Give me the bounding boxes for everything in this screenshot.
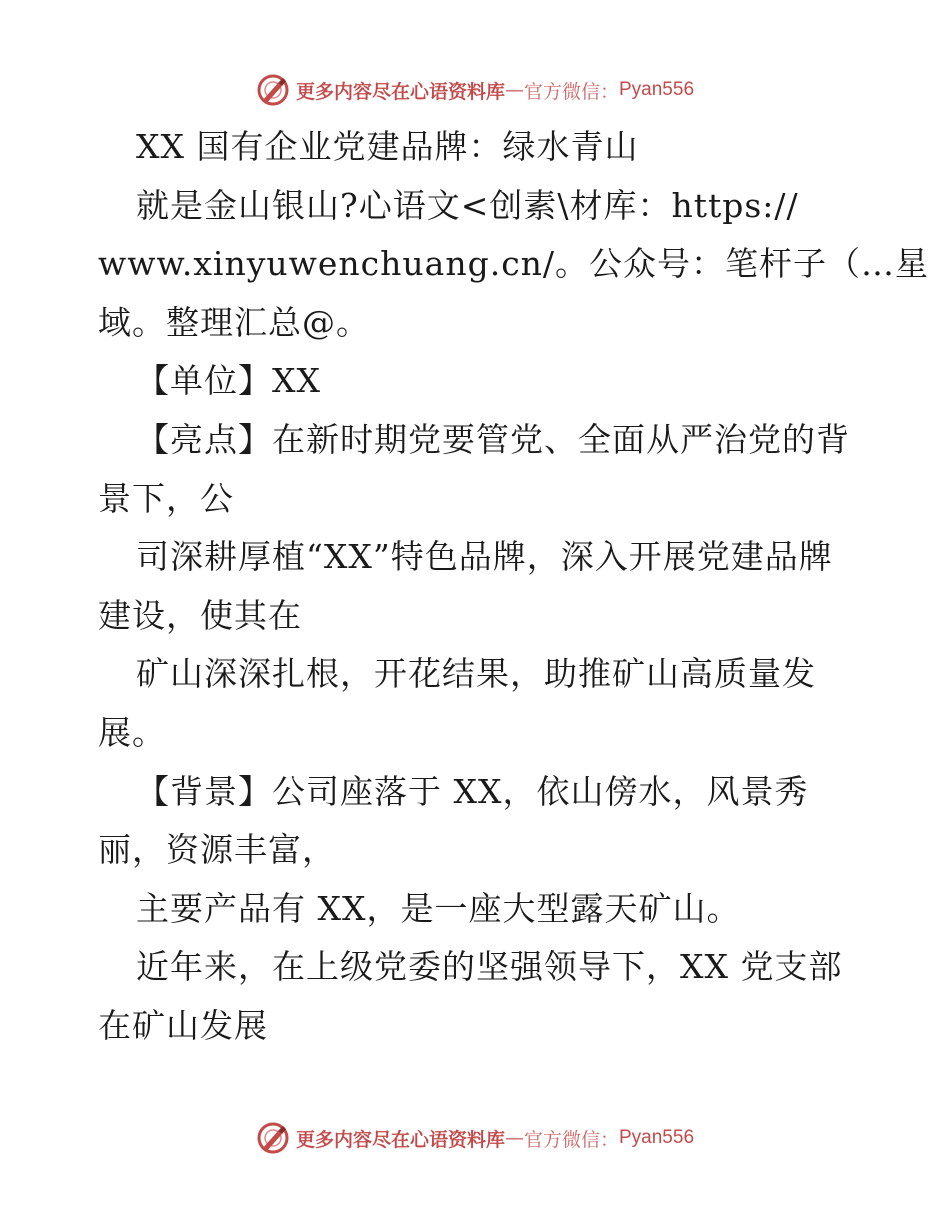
doc-line: 域。整理汇总@。 bbox=[98, 302, 370, 342]
banner-brand-text: 更多内容尽在心语资料库 bbox=[295, 1128, 505, 1151]
banner-separator: — bbox=[504, 79, 524, 101]
doc-line: 景下，公 bbox=[98, 478, 234, 518]
banner-wechat-label: 官方微信： bbox=[523, 1128, 619, 1151]
doc-line: 司深耕厚植“XX”特色品牌，深入开展党建品牌 bbox=[136, 537, 833, 577]
banner-wechat-label: 官方微信： bbox=[523, 80, 619, 103]
doc-line: 丽，资源丰富， bbox=[98, 830, 336, 870]
pen-logo-icon bbox=[256, 73, 290, 107]
doc-title-line: XX 国有企业党建品牌：绿水青山 bbox=[136, 127, 639, 166]
banner-wechat-id: Pyan556 bbox=[619, 1127, 695, 1148]
doc-line: 主要产品有 XX，是一座大型露天矿山。 bbox=[136, 888, 741, 928]
footer-banner bbox=[0, 1118, 950, 1158]
doc-section-background: 【背景】公司座落于 XX，依山傍水，风景秀 bbox=[136, 771, 809, 811]
pen-logo-icon bbox=[256, 1121, 290, 1155]
doc-line: 展。 bbox=[98, 712, 166, 752]
doc-line: 矿山深深扎根，开花结果，助推矿山高质量发 bbox=[136, 654, 816, 694]
doc-line: 就是金山银山?心语文<创素\材库：https:// bbox=[136, 185, 799, 225]
banner-wechat-id: Pyan556 bbox=[619, 79, 695, 100]
doc-line: www.xinyuwenchuang.cn/。公众号：笔杆子（…星 bbox=[98, 244, 930, 284]
document-body bbox=[98, 118, 930, 1056]
doc-line: 近年来，在上级党委的坚强领导下，XX 党支部 bbox=[136, 947, 843, 987]
doc-line: 建设，使其在 bbox=[98, 595, 302, 635]
doc-section-unit: 【单位】XX bbox=[136, 361, 321, 401]
doc-section-highlight: 【亮点】在新时期党要管党、全面从严治党的背 bbox=[136, 419, 850, 459]
doc-line: 在矿山发展 bbox=[98, 1005, 268, 1045]
banner-separator: — bbox=[504, 1127, 524, 1149]
banner-brand-text: 更多内容尽在心语资料库 bbox=[295, 80, 505, 103]
header-banner bbox=[0, 70, 950, 110]
